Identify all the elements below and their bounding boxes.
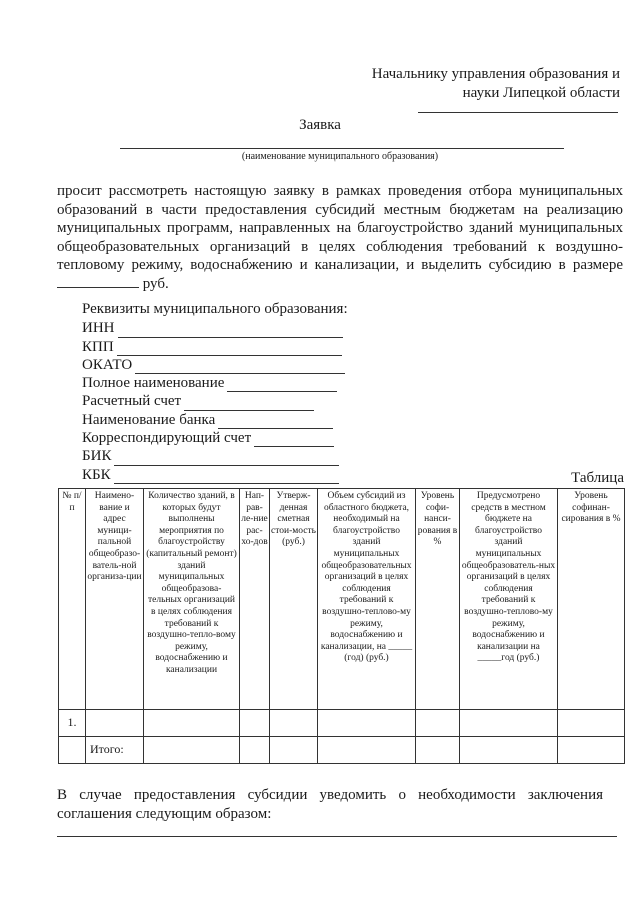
requisite-label: КБК: [82, 466, 111, 483]
row-cell: [270, 737, 318, 764]
requisite-okato-line: [135, 361, 345, 374]
header-buildings-count: Количество зданий, в которых будут выполнены мероприятия по благоустройству (капитальный ремонт) зданий муниципальных общеобразова-тельных организаций в целях соблюдения требований к воздушно-тепло-вому режиму, водоснабжению и канализации: [144, 489, 240, 710]
addressee-line-1: Начальнику управления образования и: [371, 66, 620, 82]
document-title: Заявка: [299, 117, 341, 133]
row-cell: [144, 710, 240, 737]
row-number: 1.: [59, 710, 86, 737]
row-cell: [558, 737, 625, 764]
row-name: [86, 710, 144, 737]
subsidy-amount-blank: [57, 275, 139, 288]
addressee-line-2: науки Липецкой области: [462, 85, 620, 101]
row-cell: [240, 737, 270, 764]
row-cell: [558, 710, 625, 737]
requisite-label: КПП: [82, 338, 114, 355]
requisite-label: Наименование банка: [82, 411, 216, 428]
table-caption: Таблица: [571, 470, 624, 486]
header-organization: Наимено-вание и адрес муници-пальной общеобразо-ватель-ной организа-ции: [86, 489, 144, 710]
requisite-corr-account-line: [254, 434, 334, 447]
header-approved-cost: Утверж-денная сметная стои-мость (руб.): [270, 489, 318, 710]
row-cell: [318, 710, 416, 737]
row-cell: [416, 710, 460, 737]
header-cofinancing-level: Уровень софи-нанси-рования в %: [416, 489, 460, 710]
row-number: [59, 737, 86, 764]
table-row: [59, 710, 625, 737]
requisite-inn-line: [118, 325, 343, 338]
requisite-bik: [82, 447, 348, 465]
row-cell: [270, 710, 318, 737]
requisite-account: [82, 392, 348, 410]
requisite-kbk-line: [114, 471, 339, 484]
requisites-heading: Реквизиты муниципального образования:: [82, 301, 348, 317]
header-local-budget: Предусмотрено средств в местном бюджете на благоустройство зданий муниципальных общеобразователь-ных организаций в целях соблюдения требований к воздушно-теплово-му режиму, водоснабжению и канализации на _____год (руб.): [460, 489, 558, 710]
footer-fill-line: [57, 836, 617, 837]
header-expense-direction: Нап-рав-ле-ние рас-хо-дов: [240, 489, 270, 710]
header-cofinancing-level-local: Уровень софинан-сирования в %: [558, 489, 625, 710]
requisite-full-name-line: [227, 379, 337, 392]
table-total-row: [59, 737, 625, 764]
row-cell: [144, 737, 240, 764]
request-text: просит рассмотреть настоящую заявку в рамках проведения отбора муниципальных образований в части предоставления субсидий местным бюджетам на реализацию муниципальных программ, направленных на благоустройство зданий муниципальных общеобразовательных организаций в целях соблюдения требований к воздушно-тепловому режиму, водоснабжению и канализации, и выделить субсидию в размере: [57, 183, 623, 273]
row-cell: [460, 710, 558, 737]
table-header-row: [59, 489, 625, 710]
requisite-kpp: [82, 338, 348, 356]
row-cell: [240, 710, 270, 737]
header-regional-subsidy: Объем субсидий из областного бюджета, необходимый на благоустройство зданий муниципальных общеобразовательных организаций в целях соблюдения требований к воздушно-теплово-му режиму, водоснабжению и канализации, на _____ (год) (руб.): [318, 489, 416, 710]
requisites-block: [82, 300, 348, 484]
row-cell: [416, 737, 460, 764]
request-paragraph: [57, 182, 623, 293]
requisite-full-name: [82, 374, 348, 392]
requisite-bik-line: [114, 453, 339, 466]
row-cell: [460, 737, 558, 764]
requisite-bank-line: [218, 416, 333, 429]
requisite-kbk: [82, 466, 348, 484]
row-total-label: Итого:: [86, 737, 144, 764]
requisite-label: Полное наименование: [82, 375, 225, 392]
currency-label: руб.: [142, 275, 169, 292]
requisite-label: Расчетный счет: [82, 393, 182, 410]
requisite-label: Корреспондирующий счет: [82, 430, 252, 447]
requisite-okato: [82, 356, 348, 374]
municipality-caption: (наименование муниципального образования): [241, 151, 439, 162]
requisite-kpp-line: [117, 343, 342, 356]
requisite-account-line: [184, 398, 314, 411]
row-cell: [318, 737, 416, 764]
requisite-bank: [82, 411, 348, 429]
footer-paragraph: В случае предоставления субсидии уведомить о необходимости заключения соглашения следующим образом:: [57, 787, 603, 822]
municipality-name-line: [120, 148, 564, 149]
addressee-signature-line: [418, 112, 618, 113]
requisite-label: БИК: [82, 448, 112, 465]
requisite-corr-account: [82, 429, 348, 447]
header-number: № п/п: [59, 489, 86, 710]
requisite-inn: [82, 319, 348, 337]
subsidy-table: [58, 488, 625, 764]
requisite-label: ОКАТО: [82, 356, 133, 373]
requisite-label: ИНН: [82, 320, 115, 337]
